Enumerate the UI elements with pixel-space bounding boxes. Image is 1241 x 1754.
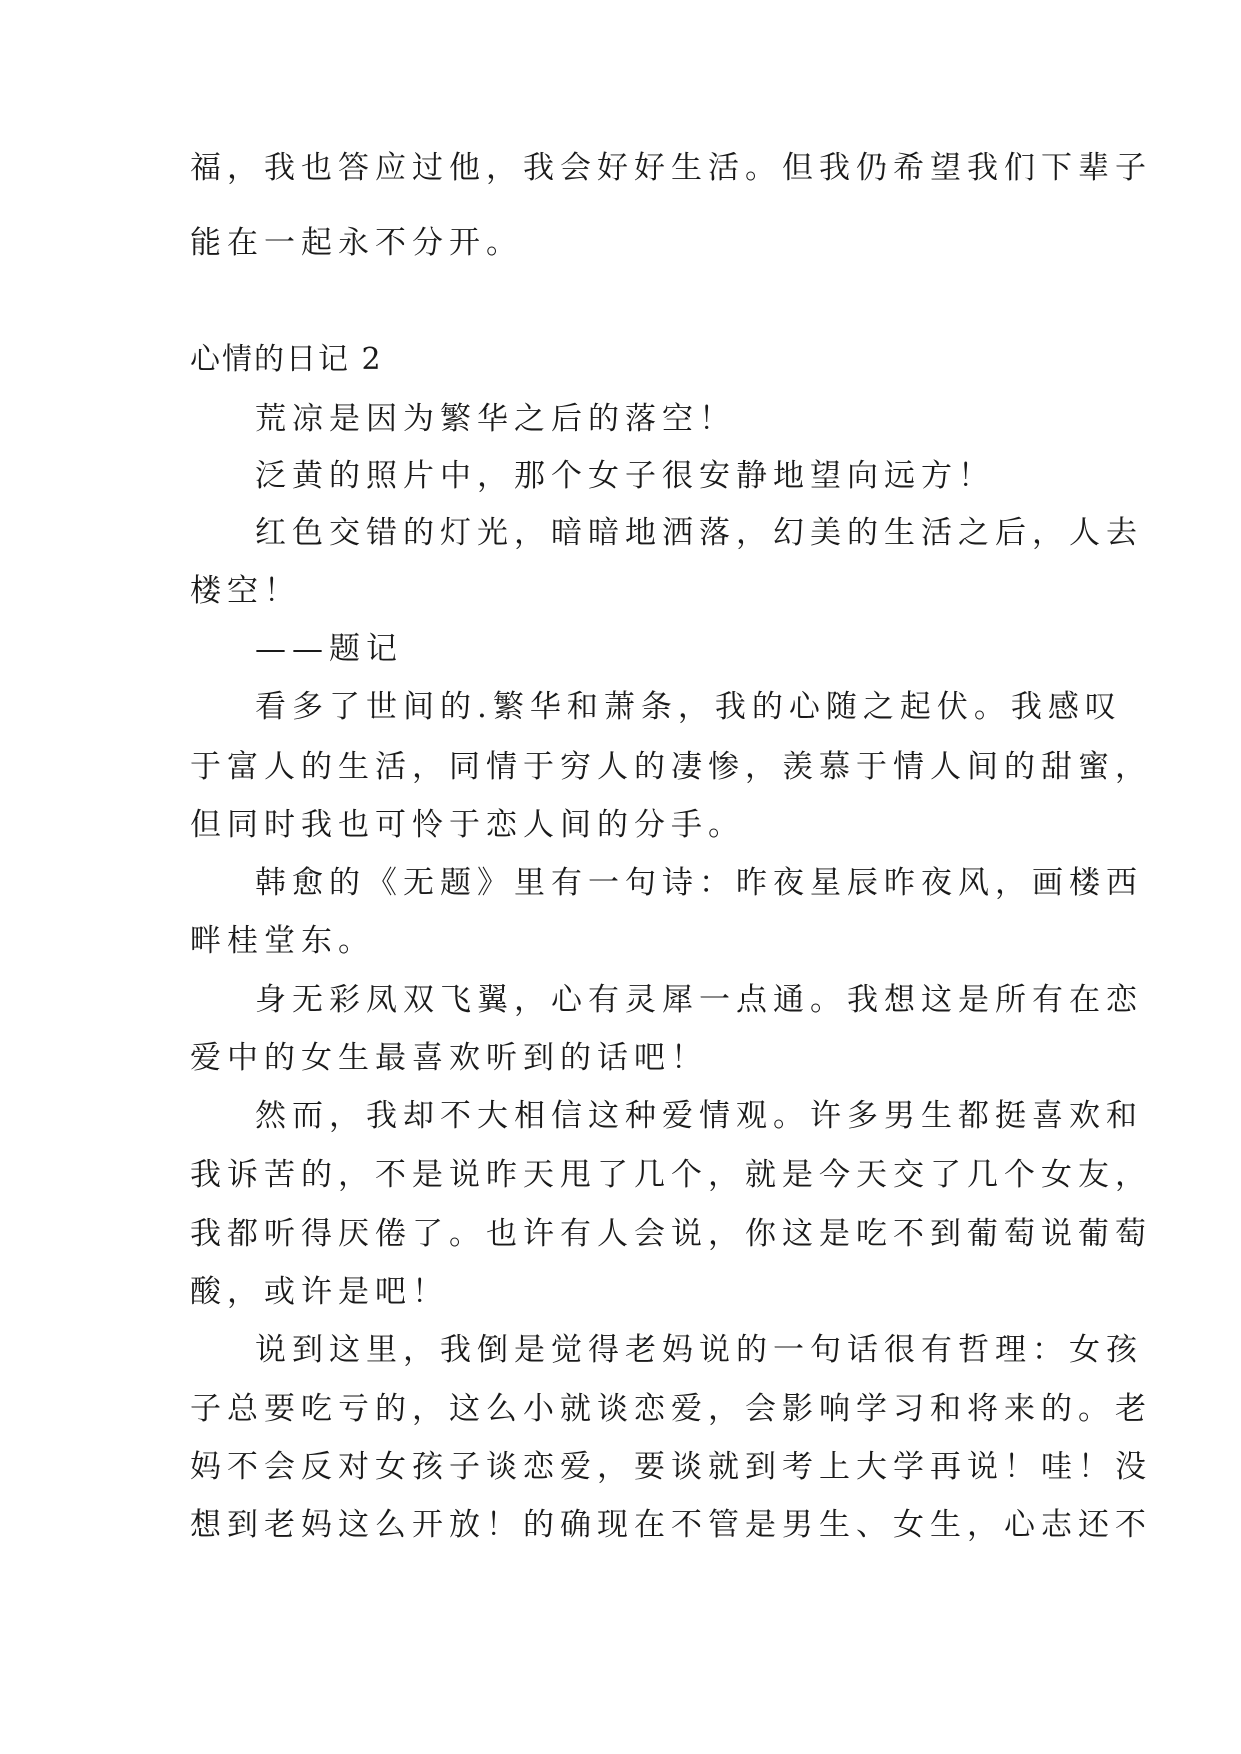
text-line: 子总要吃亏的，这么小就谈恋爱，会影响学习和将来的。老 <box>190 1391 1152 1427</box>
text-line: 然而，我却不大相信这种爱情观。许多男生都挺喜欢和 <box>255 1098 1143 1134</box>
text-line: 福，我也答应过他，我会好好生活。但我仍希望我们下辈子 <box>190 150 1152 186</box>
text-line: 说到这里，我倒是觉得老妈说的一句话很有哲理：女孩 <box>255 1332 1143 1368</box>
text-line: 妈不会反对女孩子谈恋爱，要谈就到考上大学再说！哇！没 <box>190 1449 1152 1485</box>
text-line: 韩愈的《无题》里有一句诗：昨夜星辰昨夜风，画楼西 <box>255 865 1143 901</box>
text-line: 想到老妈这么开放！的确现在不管是男生、女生，心志还不 <box>190 1507 1152 1543</box>
text-line: 身无彩凤双飞翼，心有灵犀一点通。我想这是所有在恋 <box>255 982 1143 1018</box>
epigraph-attribution: ——题记 <box>255 631 403 667</box>
text-line: 楼空！ <box>190 573 301 609</box>
section-heading: 心情的日记 2 <box>190 342 383 377</box>
text-line: 但同时我也可怜于恋人间的分手。 <box>190 807 745 843</box>
text-line: 酸，或许是吧！ <box>190 1274 449 1310</box>
text-line: 泛黄的照片中，那个女子很安静地望向远方！ <box>255 458 995 494</box>
text-line: 我都听得厌倦了。也许有人会说，你这是吃不到葡萄说葡萄 <box>190 1216 1152 1252</box>
text-line: 我诉苦的，不是说昨天甩了几个，就是今天交了几个女友， <box>190 1157 1152 1193</box>
text-line: 能在一起永不分开。 <box>190 225 523 261</box>
text-line: 看多了世间的.繁华和萧条，我的心随之起伏。我感叹 <box>255 689 1122 725</box>
text-line: 荒凉是因为繁华之后的落空！ <box>255 401 736 437</box>
text-line: 爱中的女生最喜欢听到的话吧！ <box>190 1040 708 1076</box>
text-line: 于富人的生活，同情于穷人的凄惨，羡慕于情人间的甜蜜， <box>190 749 1152 785</box>
text-line: 畔桂堂东。 <box>190 923 375 959</box>
text-line: 红色交错的灯光，暗暗地洒落，幻美的生活之后，人去 <box>255 515 1143 551</box>
